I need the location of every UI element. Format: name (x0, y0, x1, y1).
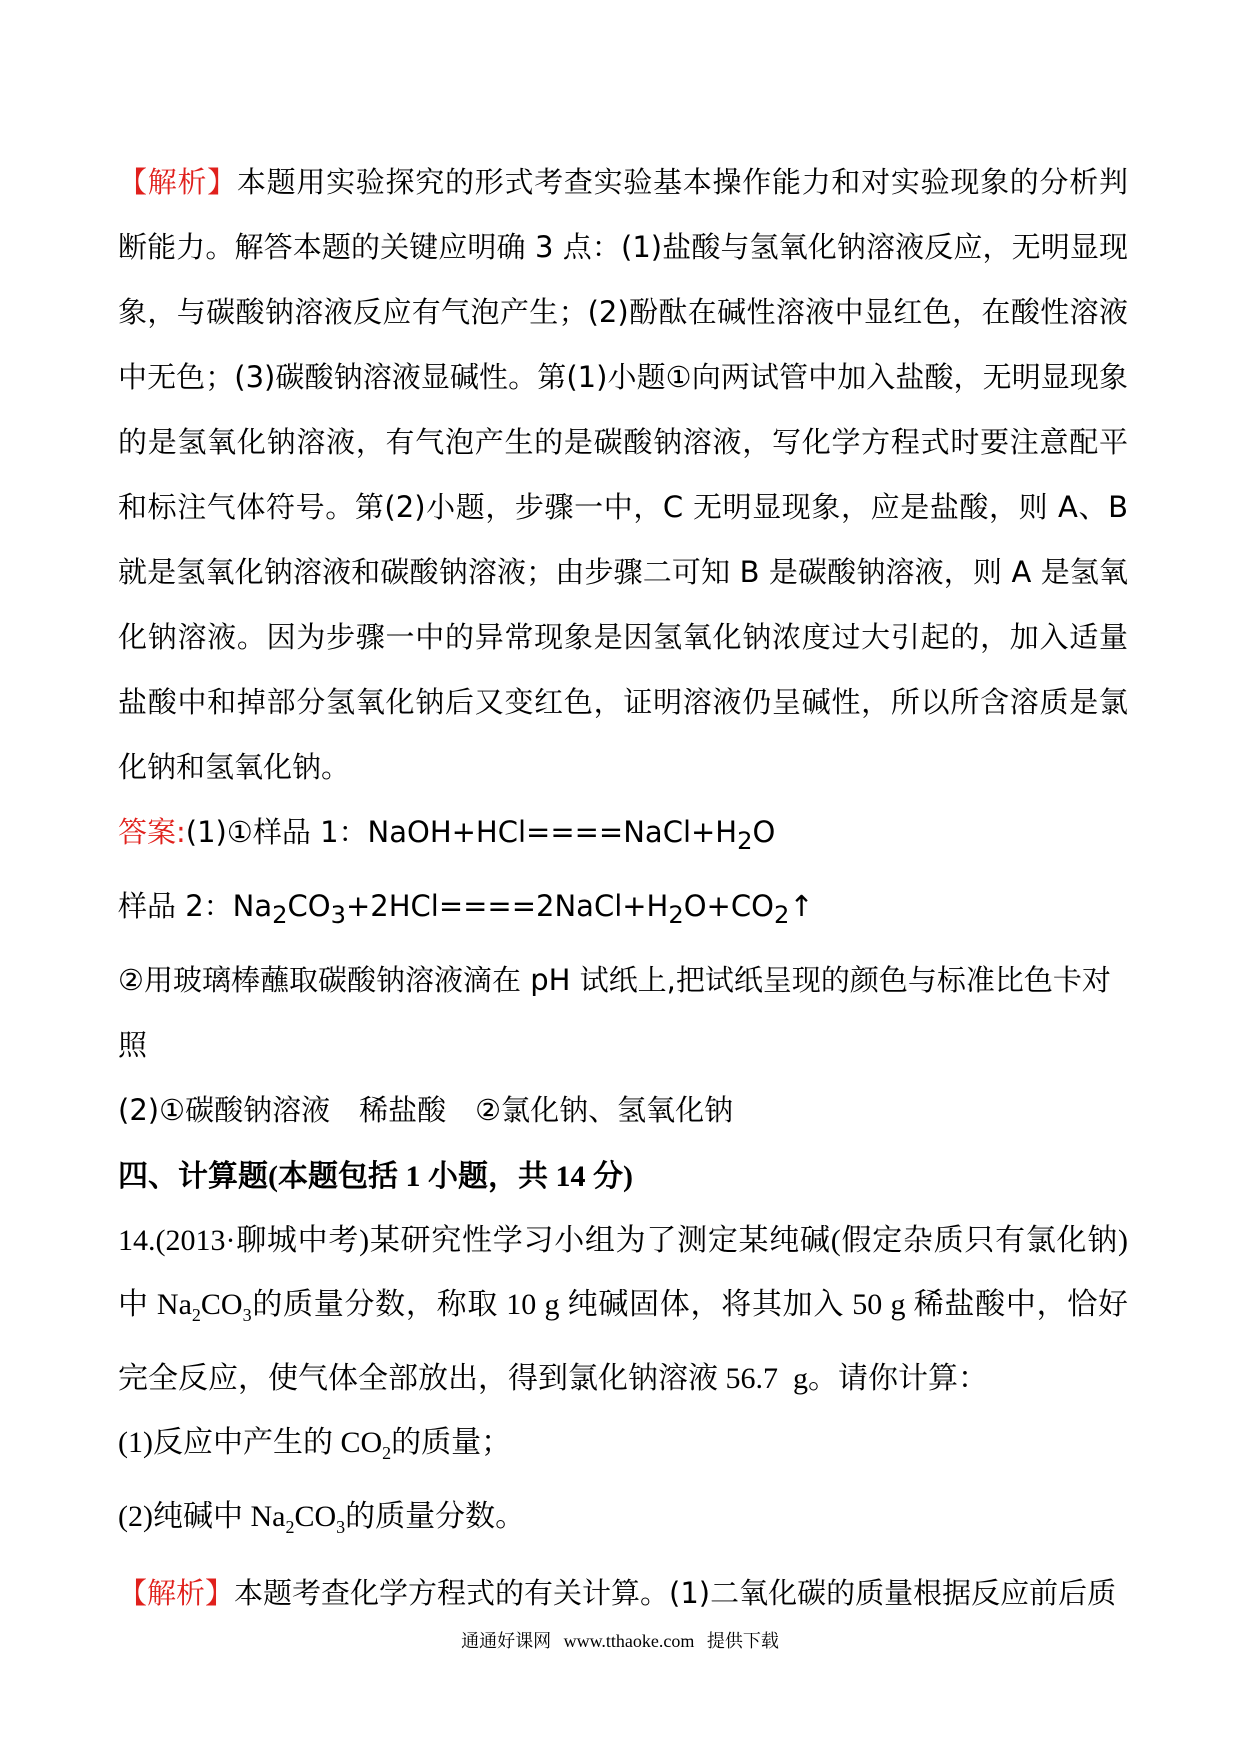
footer-site-name: 通通好课网 (461, 1631, 552, 1651)
subscript: 2 (382, 1442, 392, 1463)
analysis-text: 本题用实验探究的形式考查实验基本操作能力和对实验现象的分析判断能力。解答本题的关键应明确 3 点：(1)盐酸与氢氧化钠溶液反应，无明显现象，与碳酸钠溶液反应有气泡产生；(2)酚酞在碱性溶液中显红色，在酸性溶液中无色；(3)碳酸钠溶液显碱性。第(1)小题①向两试管中加入盐酸，无明显现象的是氢氧化钠溶液，有气泡产生的是碳酸钠溶液，写化学方程式时要注意配平和标注气体符号。第(2)小题，步骤一中，C 无明显现象，应是盐酸，则 A、B 就是氢氧化钠溶液和碳酸钠溶液；由步骤二可知 B 是碳酸钠溶液，则 A 是氢氧化钠溶液。因为步骤一中的异常现象是因氢氧化钠浓度过大引起的，加入适量盐酸中和掉部分氢氧化钠后又变红色，证明溶液仍呈碱性，所以所含溶质是氯化钠和氢氧化钠。 (118, 165, 1128, 784)
analysis-text: 本题考查化学方程式的有关计算。(1)二氧化碳的质量根据反应前后质 (234, 1575, 1117, 1610)
text: ↑ (789, 888, 814, 923)
text: CO (287, 888, 331, 923)
subscript: 2 (285, 1516, 295, 1537)
answer-line-1 (118, 800, 1128, 874)
subscript: 2 (272, 900, 288, 929)
subscript: 3 (242, 1304, 252, 1325)
text: 的质量分数，称取 10 g 纯碱固体，将其加入 50 g 稀盐酸中，恰好完全反应，使气体全部放出，得到氯化钠溶液 56.7 g。请你计算： (118, 1287, 1129, 1395)
analysis-tag: 【解析】 (118, 1575, 235, 1610)
section-heading: 四、计算题(本题包括 1 小题，共 14 分) (118, 1159, 633, 1193)
subscript: 2 (668, 900, 684, 929)
analysis-paragraph-2 (118, 1561, 1128, 1626)
answer-equation-1-end: O (752, 815, 776, 849)
text: (1)反应中产生的 CO (118, 1425, 383, 1459)
subscript: 2 (773, 900, 790, 929)
document-page (118, 150, 1128, 1626)
page-footer (0, 1627, 1240, 1653)
answer-line-2 (118, 874, 1128, 948)
question-sub-1 (118, 1411, 1128, 1485)
subscript: 3 (330, 900, 346, 929)
text: 的质量分数。 (345, 1499, 526, 1533)
subscript: 2 (191, 1304, 201, 1325)
text: CO (294, 1499, 337, 1533)
footer-url[interactable]: www.tthaoke.com (563, 1631, 695, 1651)
text: +2HCl====2NaCl+H (345, 888, 669, 923)
text: O+CO (683, 888, 774, 923)
analysis-paragraph-1 (118, 150, 1128, 800)
subscript: 2 (737, 826, 753, 855)
question-paragraph (118, 1209, 1128, 1411)
answer-equation-1: (1)①样品 1：NaOH+HCl====NaCl+H (185, 815, 738, 849)
text: 样品 2：Na (118, 888, 273, 923)
answer-tag: 答案: (118, 815, 186, 849)
answer-line-3: ②用玻璃棒蘸取碳酸钠溶液滴在 pH 试纸上,把试纸呈现的颜色与标准比色卡对照 (118, 962, 1111, 1062)
subscript: 3 (336, 1516, 346, 1537)
text: 14.(2013·聊城中考)某研究性学习小组为了测定某纯碱(假定杂质只有氯化钠)中 Na (118, 1223, 1128, 1321)
question-sub-2 (118, 1485, 1128, 1559)
text: 的质量； (391, 1425, 512, 1459)
text: (2)纯碱中 Na (118, 1499, 286, 1533)
text: CO (200, 1287, 243, 1321)
answer-line-4: (2)①碳酸钠溶液 稀盐酸 ②氯化钠、氢氧化钠 (118, 1092, 734, 1127)
analysis-tag: 【解析】 (118, 165, 237, 199)
footer-note: 提供下载 (706, 1631, 779, 1651)
